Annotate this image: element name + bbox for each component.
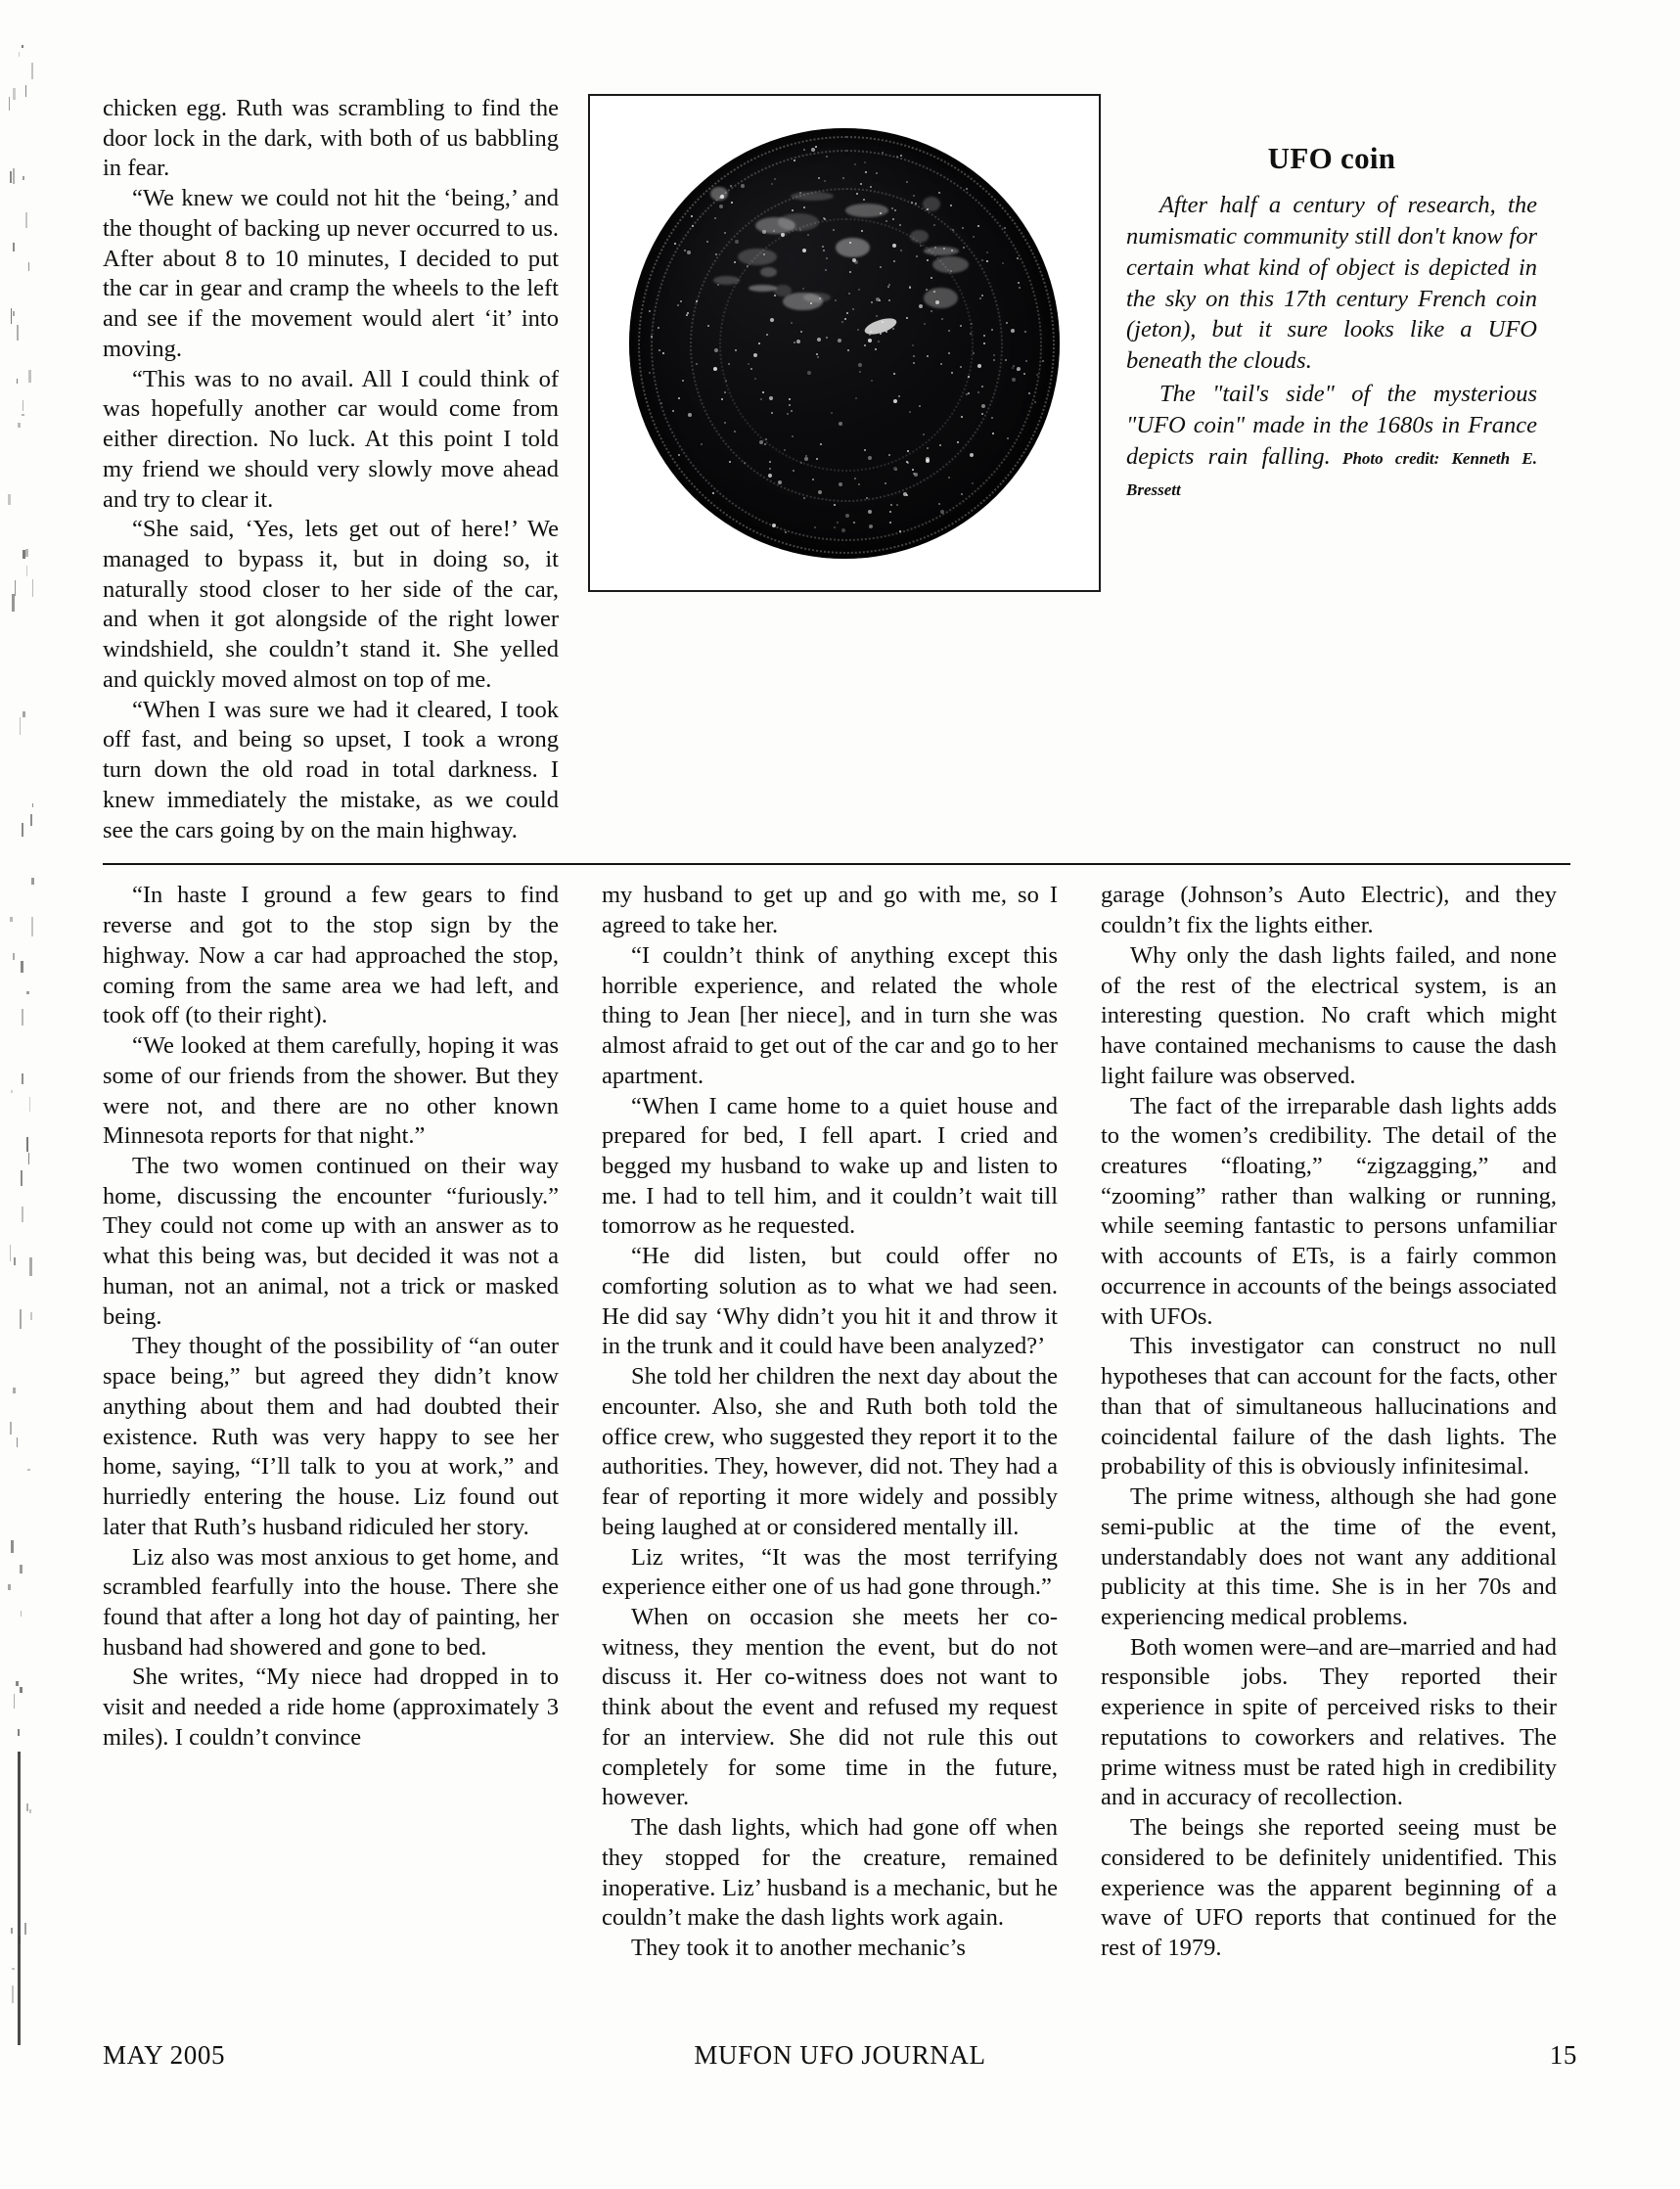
body-paragraph: Both women were–and are–married and had responsible jobs. They reported their experience in spite of perceived risks to their reputations to coworkers and relatives. The prime witness must be rated high in credibility and in accuracy of recollection. — [1101, 1633, 1557, 1811]
page-footer — [103, 2040, 1577, 2071]
coin-photo-frame — [588, 94, 1101, 592]
body-paragraph: my husband to get up and go with me, so I agreed to take her. — [602, 882, 1058, 939]
body-paragraph: “When I was sure we had it cleared, I took off fast, and being so upset, I took a wrong turn down the old road in total darkness. I knew immediately the mistake, as we could see the cars going by on the main highway. — [103, 696, 559, 844]
body-paragraph: The fact of the irreparable dash lights adds to the women’s credibility. The detail of the creatures “floating,” “zigzagging,” and “zooming” rather than walking or running, while seeming fantastic to persons unfamiliar with accounts of ETs, is a fairly common occurrence in accounts of the beings associated with UFOs. — [1101, 1092, 1557, 1330]
footer-issue-date: MAY 2005 — [103, 2040, 226, 2070]
body-paragraph: Why only the dash lights failed, and none of the rest of the electrical system, is an interesting question. No craft which might have contained mechanisms to cause the dash light failure was observed. — [1101, 941, 1557, 1089]
figure-caption-body — [1126, 190, 1537, 503]
column-left-bottom — [103, 881, 559, 1963]
body-paragraph: They took it to another mechanic’s — [631, 1935, 966, 1962]
body-paragraph: This investigator can construct no null hypotheses that can account for the facts, other than that of simultaneous hallucinations and coincidental failure of the dash lights. The probability of this is obviously infinitesimal. — [1101, 1333, 1557, 1481]
scan-edge-bar — [18, 1752, 21, 2045]
page-content — [103, 94, 1570, 2051]
top-block — [103, 94, 1570, 845]
body-paragraph: “This was to no avail. All I could think of was hopefully another car would come from either direction. No luck. At this point I told my friend we should very slowly move ahead and try to clear it. — [103, 365, 559, 513]
body-paragraph: “He did listen, but could offer no comforting solution as to what we had seen. He did say ‘Why didn’t you hit it and throw it in the trunk and it could have been analyzed?’ — [602, 1243, 1058, 1360]
column-left-top — [103, 94, 559, 845]
scan-edge-artifacts — [8, 0, 41, 2189]
body-paragraph: “When I came home to a quiet house and prepared for bed, I fell apart. I cried and begged my husband to wake up and listen to me. I had to tell him, and it couldn’t wait till tomorrow as he requested. — [602, 1092, 1058, 1240]
body-paragraph: “We looked at them carefully, hoping it was some of our friends from the shower. But they were not, and there are no other known Minnesota reports for that night.” — [103, 1032, 559, 1150]
column-middle — [602, 881, 1058, 1963]
body-paragraph: “We knew we could not hit the ‘being,’ and the thought of backing up never occurred to us. After about 8 to 10 minutes, I decided to put the car in gear and cramp the wheels to the left and see if the movement would alert ‘it’ into moving. — [103, 185, 559, 362]
body-paragraph: She told her children the next day about the encounter. Also, she and Ruth both told the office crew, who suggested they report it to the authorities. They, however, did not. They had a fear of reporting it more widely and possibly being laughed at or considered mentally ill. — [602, 1363, 1058, 1540]
column-right — [1101, 881, 1557, 1963]
body-paragraph: The dash lights, which had gone off when they stopped for the creature, remained inoperative. Liz’ husband is a mechanic, but he couldn’t make the dash lights work again. — [602, 1814, 1058, 1932]
body-paragraph: When on occasion she meets her co-witness, they mention the event, but do not discuss it. Her co-witness does not want to think about the event and refused my request for an interview. She did not rule this out completely for some time in the future, however. — [602, 1603, 1058, 1811]
body-paragraph: Liz also was most anxious to get home, and scrambled fearfully into the house. There she found that after a long hot day of painting, her husband had showered and gone to bed. — [103, 1543, 559, 1661]
figure-caption — [1126, 94, 1537, 505]
body-paragraph: “She said, ‘Yes, lets get out of here!’ We managed to bypass it, but in doing so, it naturally stood closer to her side of the car, and when it got alongside of the right lower windshield, she couldn’t stand it. She yelled and quickly moved almost on top of me. — [103, 516, 559, 693]
body-paragraph: “I couldn’t think of anything except this horrible experience, and related the whole thing to Jean [her niece], and in turn she was almost afraid to get out of the car and go to her apartment. — [602, 941, 1058, 1089]
body-paragraph: “In haste I ground a few gears to find reverse and got to the stop sign by the highway. Now a car had approached the stop, coming from the same area we had left, and took off (to their right). — [103, 882, 559, 1029]
footer-page-number: 15 — [1549, 2040, 1577, 2070]
body-paragraph: She writes, “My niece had dropped in to visit and needed a ride home (approximately 3 miles). I couldn’t convince — [103, 1664, 559, 1751]
body-paragraph: The beings she reported seeing must be considered to be definitely unidentified. This experience was the apparent beginning of a wave of UFO reports that continued for the rest of 1979. — [1101, 1814, 1557, 1962]
body-paragraph: Liz writes, “It was the most terrifying experience either one of us had gone through.” — [602, 1543, 1058, 1601]
photo-credit: Photo credit: Kenneth E. Bressett — [1126, 448, 1537, 499]
caption-paragraph: The "tail's side" of the mysterious "UFO coin" made in the 1680s in France depicts rain falling. Photo credit: Kenneth E. Bressett — [1126, 381, 1537, 499]
body-paragraph: The two women continued on their way home, discussing the encounter “furiously.” They could not come up with an answer as to what this being was, but decided it was not a human, not an animal, not a trick or masked being. — [103, 1152, 559, 1330]
figure-title: UFO coin — [1267, 141, 1396, 175]
three-column-body — [103, 881, 1570, 1963]
coin-image — [629, 128, 1060, 559]
horizontal-rule — [103, 863, 1570, 865]
ufo-coin-figure — [588, 94, 1566, 592]
body-paragraph: They thought of the possibility of “an outer space being,” but agreed they didn’t know anything about them and had doubted their existence. Ruth was very happy to see her home, saying, “I’ll talk to you at work,” and hurriedly entering the house. Liz found out later that Ruth’s husband ridiculed her story. — [103, 1333, 559, 1540]
body-paragraph: The prime witness, although she had gone semi-public at the time of the event, understandably does not want any additional publicity at this time. She is in her 70s and experiencing medical problems. — [1101, 1483, 1557, 1630]
caption-paragraph: After half a century of research, the numismatic community still don't know for certain what kind of object is depicted in the sky on this 17th century French coin (jeton), but it sure looks like a UFO beneath the clouds. — [1126, 192, 1537, 375]
body-paragraph: garage (Johnson’s Auto Electric), and they couldn’t fix the lights either. — [1101, 882, 1557, 939]
footer-publication-title: MUFON UFO JOURNAL — [694, 2040, 986, 2070]
body-paragraph: chicken egg. Ruth was scrambling to find the door lock in the dark, with both of us babbling in fear. — [103, 95, 559, 182]
